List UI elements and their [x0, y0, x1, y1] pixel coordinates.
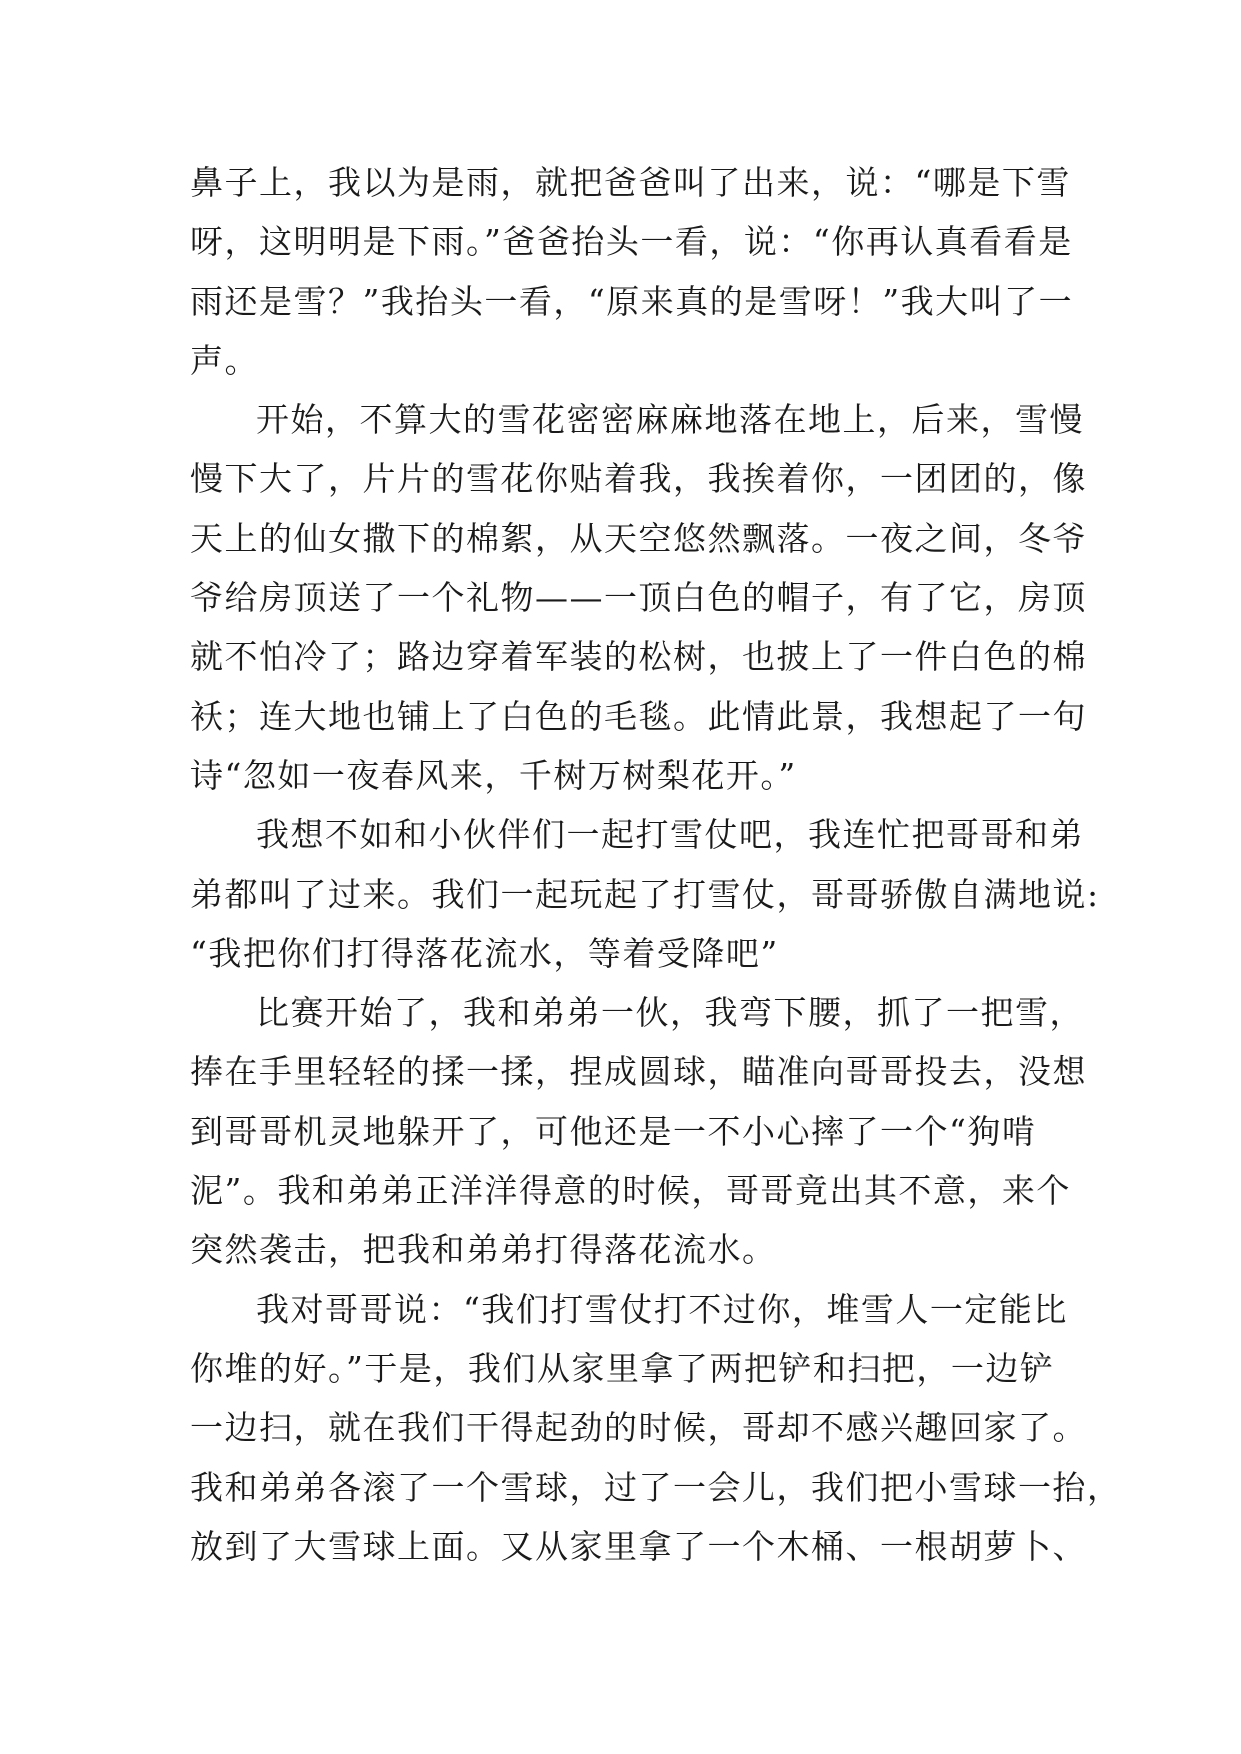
text-line: 雨还是雪？”我抬头一看，“原来真的是雪呀！”我大叫了一 [190, 281, 1074, 321]
text-line: 一边扫，就在我们干得起劲的时候，哥却不感兴趣回家了。 [190, 1408, 1087, 1448]
text-line: 我想不如和小伙伴们一起打雪仗吧，我连忙把哥哥和弟 [256, 815, 1084, 855]
text-line: 到哥哥机灵地躲开了，可他还是一不小心摔了一个“狗啃 [190, 1111, 1037, 1151]
text-line: 我和弟弟各滚了一个雪球，过了一会儿，我们把小雪球一抬， [190, 1467, 1122, 1507]
text-line: 天上的仙女撒下的棉絮，从天空悠然飘落。一夜之间，冬爷 [190, 518, 1087, 558]
text-line: 开始，不算大的雪花密密麻麻地落在地上，后来，雪慢 [256, 400, 1084, 440]
text-line: 鼻子上，我以为是雨，就把爸爸叫了出来，说：“哪是下雪 [190, 163, 1071, 202]
essay-body [190, 153, 1122, 1576]
text-line: 声。 [190, 340, 259, 380]
text-line: 我对哥哥说：“我们打雪仗打不过你，堆雪人一定能比 [256, 1289, 1068, 1329]
text-line: 诗“忽如一夜春风来，千树万树梨花开。” [190, 755, 797, 795]
text-line: 捧在手里轻轻的揉一揉，捏成圆球，瞄准向哥哥投去，没想 [190, 1052, 1087, 1092]
text-line: 袄；连大地也铺上了白色的毛毯。此情此景，我想起了一句 [190, 696, 1087, 736]
text-line: 泥”。我和弟弟正洋洋得意的时候，哥哥竟出其不意，来个 [190, 1171, 1071, 1211]
text-line: 你堆的好。”于是，我们从家里拿了两把铲和扫把，一边铲 [190, 1348, 1055, 1388]
text-line: 呀，这明明是下雨。”爸爸抬头一看，说：“你再认真看看是 [190, 222, 1073, 262]
text-line: 比赛开始了，我和弟弟一伙，我弯下腰，抓了一把雪， [256, 993, 1084, 1033]
text-line: 突然袭击，把我和弟弟打得落花流水。 [190, 1230, 777, 1270]
text-line: “我把你们打得落花流水，等着受降吧” [190, 933, 779, 973]
text-line: 慢下大了，片片的雪花你贴着我，我挨着你，一团团的，像 [190, 459, 1087, 499]
text-line: 放到了大雪球上面。又从家里拿了一个木桶、一根胡萝卜、 [190, 1526, 1087, 1566]
text-line: 就不怕冷了；路边穿着军装的松树，也披上了一件白色的棉 [190, 637, 1087, 677]
text-line: 爷给房顶送了一个礼物——一顶白色的帽子，有了它，房顶 [190, 578, 1087, 618]
text-line: 弟都叫了过来。我们一起玩起了打雪仗，哥哥骄傲自满地说: [190, 874, 1100, 914]
